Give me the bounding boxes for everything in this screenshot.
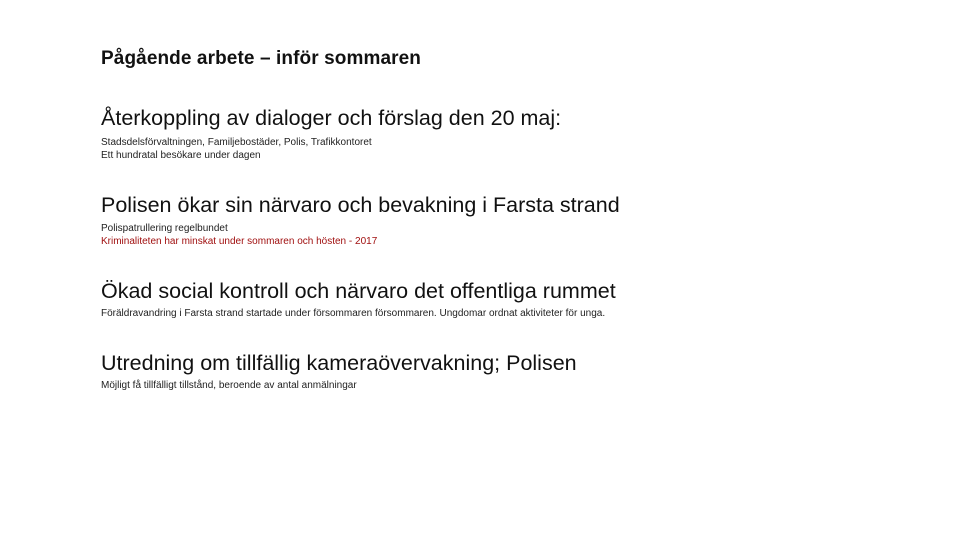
section-line-visitors: Ett hundratal besökare under dagen — [101, 150, 261, 161]
section-heading-feedback: Återkoppling av dialoger och förslag den 20 maj: — [101, 106, 562, 130]
section-line-patrol: Polispatrullering regelbundet — [101, 223, 228, 234]
section-heading-camera-surveillance: Utredning om tillfällig kameraövervakning; Polisen — [101, 351, 577, 375]
section-heading-police-presence: Polisen ökar sin närvaro och bevakning i Farsta strand — [101, 193, 620, 217]
section-line-crime-decreased: Kriminaliteten har minskat under sommaren och hösten - 2017 — [101, 236, 378, 247]
section-heading-social-control: Ökad social kontroll och närvaro det offentliga rummet — [101, 279, 616, 303]
section-line-organizations: Stadsdelsförvaltningen, Familjebostäder, Polis, Trafikkontoret — [101, 137, 372, 148]
slide-title: Pågående arbete – inför sommaren — [101, 48, 421, 69]
section-line-parent-walks: Föräldravandring i Farsta strand startade under försommaren försommaren. Ungdomar ordnat aktiviteter för unga. — [101, 308, 606, 319]
section-line-permit: Möjligt få tillfälligt tillstånd, beroende av antal anmälningar — [101, 380, 357, 391]
